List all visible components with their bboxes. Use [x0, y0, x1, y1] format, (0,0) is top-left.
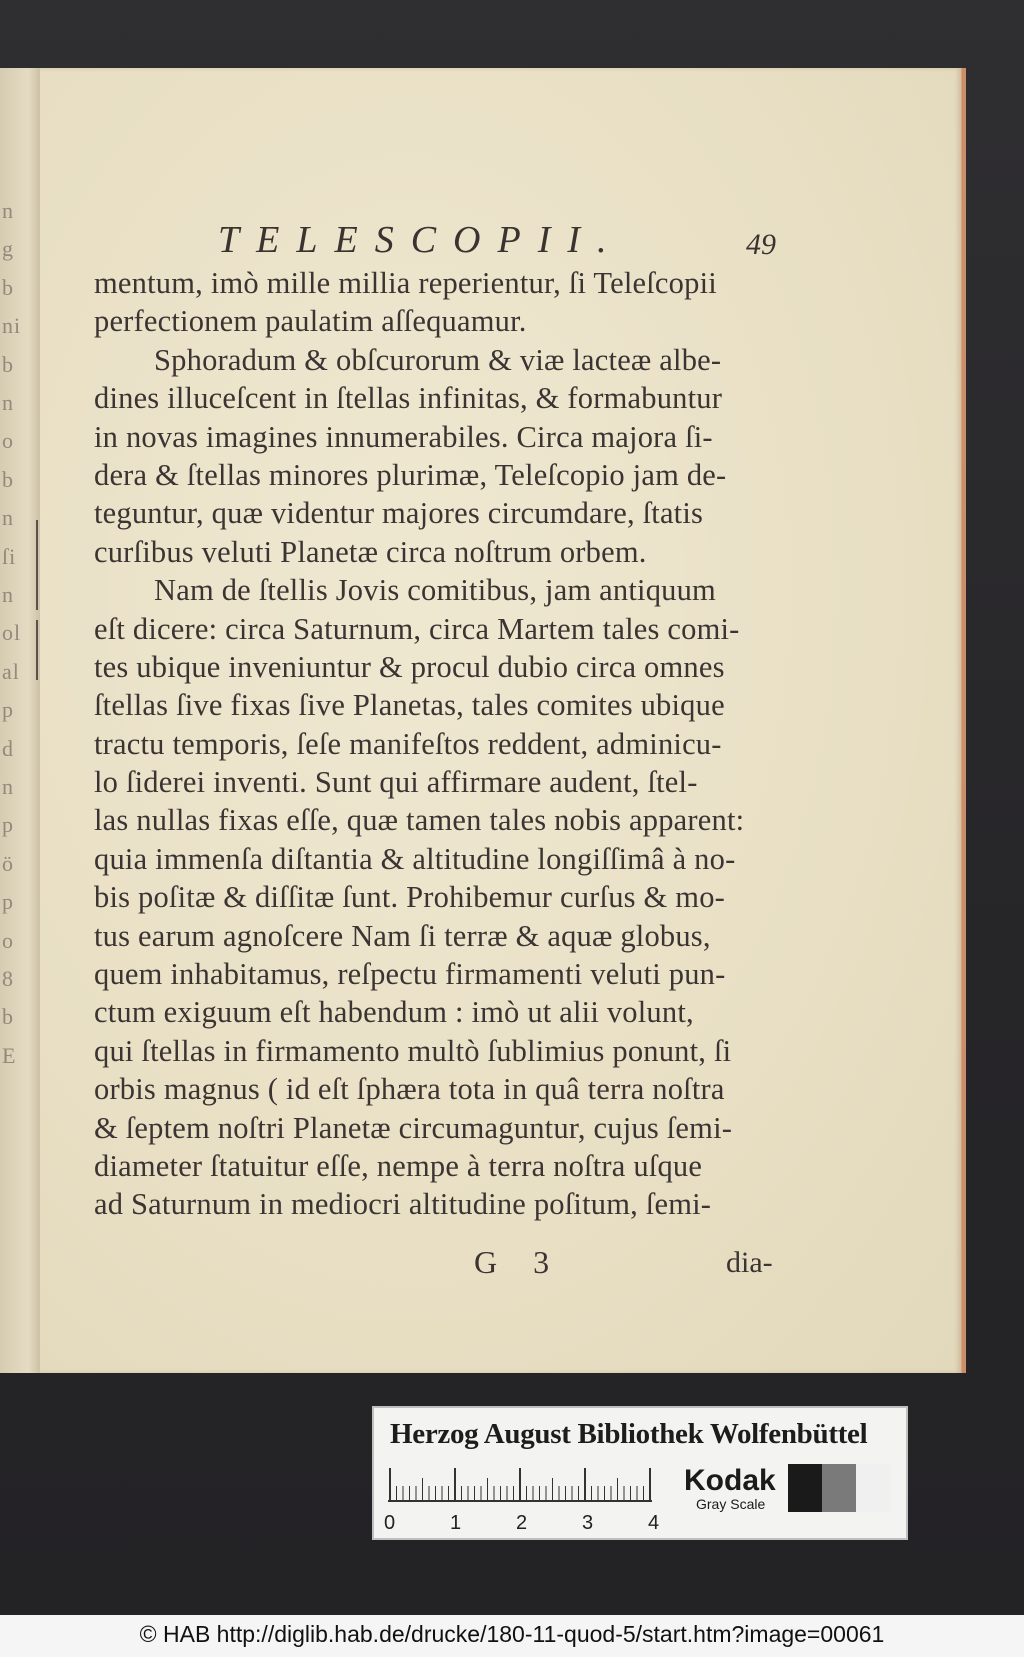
text-line: ctum exiguum eſt habendum : imò ut alii volunt,: [94, 995, 694, 1030]
prev-page-fragment: ni: [2, 313, 22, 339]
ruler-number-0: 0: [384, 1512, 396, 1534]
footer-bar: [0, 1615, 1024, 1657]
margin-mark: [36, 520, 38, 610]
prev-page-fragment: g: [2, 236, 14, 262]
text-line: eſt dicere: circa Saturnum, circa Martem tales comi-: [94, 611, 740, 646]
text-line: qui ſtellas in firmamento multò ſublimius ponunt, ſi: [94, 1033, 732, 1068]
book-page: [40, 68, 964, 1373]
gray-patch-mid: [822, 1464, 856, 1512]
previous-page-edge: [0, 68, 40, 1373]
text-line: Nam de ſtellis Jovis comitibus, jam antiquum: [154, 573, 716, 608]
prev-page-fragment: n: [2, 774, 14, 799]
library-name: Herzog August Bibliothek Wolfenbüttel: [390, 1418, 868, 1450]
prev-page-fragment: o: [2, 927, 14, 953]
prev-page-fragment: ol: [2, 620, 22, 646]
text-line: orbis magnus ( id eſt ſphæra tota in quâ terra noſtra: [94, 1072, 725, 1107]
prev-page-fragment: 8: [2, 966, 14, 991]
prev-page-fragment: p: [2, 889, 14, 915]
prev-page-fragment: b: [2, 1004, 14, 1030]
prev-page-fragment: b: [2, 351, 14, 377]
prev-page-fragment: d: [2, 735, 14, 761]
gray-patch-light: [856, 1464, 890, 1512]
ruler-scale: [388, 1468, 652, 1502]
prev-page-fragment: ſi: [2, 543, 17, 569]
footer-credit: © HAB http://diglib.hab.de/drucke/180-11-quod-5/start.htm?image=00061: [139, 1621, 885, 1647]
prev-page-fragment: n: [2, 390, 14, 415]
prev-page-fragment: b: [2, 466, 14, 492]
text-line: tes ubique inveniuntur & procul dubio circa omnes: [94, 649, 725, 684]
ruler-number-3: 3: [582, 1512, 594, 1534]
text-line: diameter ſtatuitur eſſe, nempe à terra noſtra uſque: [94, 1148, 703, 1183]
gray-scale-label: Gray Scale: [696, 1496, 766, 1512]
signature-mark: G 3: [474, 1244, 564, 1280]
ruler-number-1: 1: [450, 1512, 462, 1534]
text-line: curſibus veluti Planetæ circa noſtrum orbem.: [94, 534, 647, 569]
running-header: TELESCOPII.: [218, 219, 624, 261]
text-line: in novas imagines innumerabiles. Circa majora ſi-: [94, 419, 713, 454]
prev-page-fragment: p: [2, 697, 14, 723]
library-label: [372, 1406, 908, 1540]
text-line: perfectionem paulatim aſſequamur.: [94, 304, 527, 339]
text-line: las nullas fixas eſſe, quæ tamen tales nobis apparent:: [94, 803, 745, 838]
text-line: quia immenſa diſtantia & altitudine longiſſimâ à no-: [94, 841, 736, 876]
text-line: mentum, imò mille millia reperientur, ſi Teleſcopii: [94, 266, 717, 300]
text-line: teguntur, quæ videntur majores circumdare, ſtatis: [94, 496, 704, 531]
text-line: & ſeptem noſtri Planetæ circumaguntur, cujus ſemi-: [94, 1110, 733, 1145]
text-line: quem inhabitamus, reſpectu firmamenti veluti pun-: [94, 957, 726, 992]
kodak-logo: Kodak: [684, 1464, 776, 1497]
prev-page-fragment: n: [2, 582, 14, 607]
prev-page-fragment: b: [2, 274, 14, 300]
ruler-ticks: [388, 1468, 652, 1500]
prev-page-fragment: n: [2, 198, 14, 223]
text-line: dines illuceſcent in ſtellas infinitas, & formabuntur: [94, 381, 723, 416]
page-edge: [962, 68, 966, 1373]
prev-page-fragment: p: [2, 812, 14, 838]
ruler-number-2: 2: [516, 1512, 528, 1534]
gray-patch-dark: [788, 1464, 822, 1512]
text-line: ſtellas ſive fixas ſive Planetas, tales comites ubique: [94, 688, 725, 723]
page-number: 49: [746, 228, 776, 261]
text-line: ad Saturnum in mediocri altitudine poſitum, ſemi-: [94, 1187, 712, 1222]
text-line: Sphoradum & obſcurorum & viæ lacteæ albe-: [154, 342, 722, 377]
text-line: dera & ſtellas minores plurimæ, Teleſcopio jam de-: [94, 457, 727, 492]
text-line: tus earum agnoſcere Nam ſi terræ & aquæ globus,: [94, 918, 711, 953]
prev-page-fragment: E: [2, 1042, 17, 1068]
margin-mark: [36, 620, 38, 680]
text-line: tractu temporis, ſeſe manifeſtos reddent, adminicu-: [94, 726, 722, 761]
prev-page-fragment: ö: [2, 850, 14, 876]
prev-page-fragment: al: [2, 658, 20, 684]
prev-page-fragment: o: [2, 428, 14, 454]
ruler-number-4: 4: [648, 1512, 660, 1534]
prev-page-fragment: n: [2, 505, 14, 531]
body-text: [94, 264, 794, 1224]
catchword: dia-: [726, 1246, 773, 1279]
text-line: bis poſitæ & diſſitæ ſunt. Prohibemur curſus & mo-: [94, 880, 726, 915]
text-line: lo ſiderei inventi. Sunt qui affirmare audent, ſtel-: [94, 765, 698, 800]
